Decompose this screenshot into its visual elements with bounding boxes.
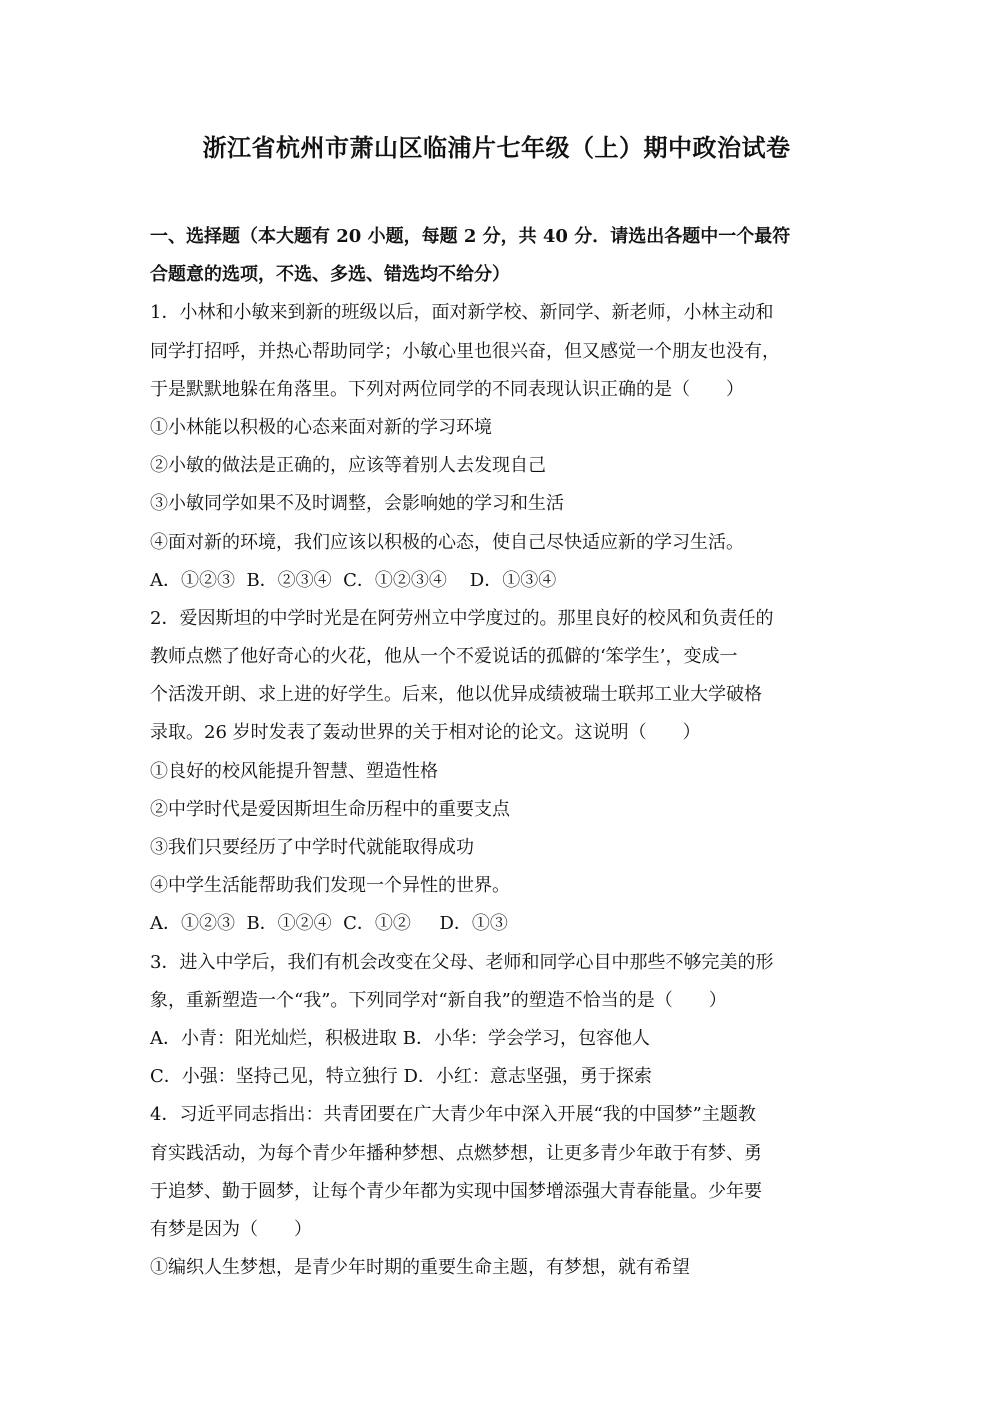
exam-body — [150, 218, 865, 1287]
question-stem-line: 育实践活动，为每个青少年播种梦想、点燃梦想，让更多青少年敢于有梦、勇 — [150, 1142, 762, 1164]
question-2 — [150, 600, 865, 944]
statement-item: ③小敏同学如果不及时调整，会影响她的学习和生活 — [150, 493, 564, 515]
answer-options: A．①②③ B．①②④ C．①② D．①③ — [150, 913, 508, 935]
statement-item: ④面对新的环境，我们应该以积极的心态，使自己尽快适应新的学习生活。 — [150, 531, 744, 553]
question-stem-line: 2．爱因斯坦的中学时光是在阿劳州立中学度过的。那里良好的校风和负责任的 — [150, 607, 774, 629]
question-stem-line: 教师点燃了他好奇心的火花，他从一个不爱说话的孤僻的‘笨学生’，变成一 — [150, 646, 738, 668]
statement-item: ②中学时代是爱因斯坦生命历程中的重要支点 — [150, 798, 510, 820]
answer-options: A．小青：阳光灿烂，积极进取 B．小华：学会学习，包容他人 — [150, 1027, 650, 1049]
question-4 — [150, 1096, 865, 1287]
answer-options: A．①②③ B．②③④ C．①②③④ D．①③④ — [150, 569, 557, 591]
question-stem-line: 同学打招呼，并热心帮助同学；小敏心里也很兴奋，但又感觉一个朋友也没有， — [150, 340, 780, 362]
question-1 — [150, 294, 865, 600]
statement-item: ④中学生活能帮助我们发现一个异性的世界。 — [150, 875, 510, 897]
question-stem-line: 于是默默地躲在角落里。下列对两位同学的不同表现认识正确的是（ ） — [150, 378, 744, 400]
section-heading-line: 一、选择题（本大题有 20 小题，每题 2 分，共 40 分．请选出各题中一个最符 — [150, 226, 791, 247]
section-heading-line: 合题意的选项，不选、多选、错选均不给分） — [150, 264, 510, 286]
question-stem-line: 4．习近平同志指出：共青团要在广大青少年中深入开展“我的中国梦”主题教 — [150, 1104, 756, 1126]
statement-item: ③我们只要经历了中学时代就能取得成功 — [150, 837, 474, 858]
question-stem-line: 录取。26 岁时发表了轰动世界的关于相对论的论文。这说明（ ） — [150, 722, 701, 744]
question-3 — [150, 944, 865, 1097]
question-stem-line: 1．小林和小敏来到新的班级以后，面对新学校、新同学、新老师，小林主动和 — [150, 302, 774, 324]
statement-item: ①编织人生梦想，是青少年时期的重要生命主题，有梦想，就有希望 — [150, 1257, 690, 1279]
question-stem-line: 有梦是因为（ ） — [150, 1218, 312, 1240]
statement-item: ①良好的校风能提升智慧、塑造性格 — [150, 760, 438, 782]
question-stem-line: 于追梦、勤于圆梦，让每个青少年都为实现中国梦增添强大青春能量。少年要 — [150, 1180, 762, 1202]
question-stem-line: 象，重新塑造一个“我”。下列同学对“新自我”的塑造不恰当的是（ ） — [150, 989, 727, 1011]
statement-item: ②小敏的做法是正确的，应该等着别人去发现自己 — [150, 455, 546, 477]
question-stem-line: 个活泼开朗、求上进的好学生。后来，他以优异成绩被瑞士联邦工业大学破格 — [150, 684, 762, 706]
answer-options: C．小强：坚持己见，特立独行 D．小红：意志坚强，勇于探索 — [150, 1066, 652, 1088]
statement-item: ①小林能以积极的心态来面对新的学习环境 — [150, 416, 492, 438]
question-stem-line: 3．进入中学后，我们有机会改变在父母、老师和同学心目中那些不够完美的形 — [150, 951, 774, 973]
page-title: 浙江省杭州市萧山区临浦片七年级（上）期中政治试卷 — [202, 133, 791, 162]
